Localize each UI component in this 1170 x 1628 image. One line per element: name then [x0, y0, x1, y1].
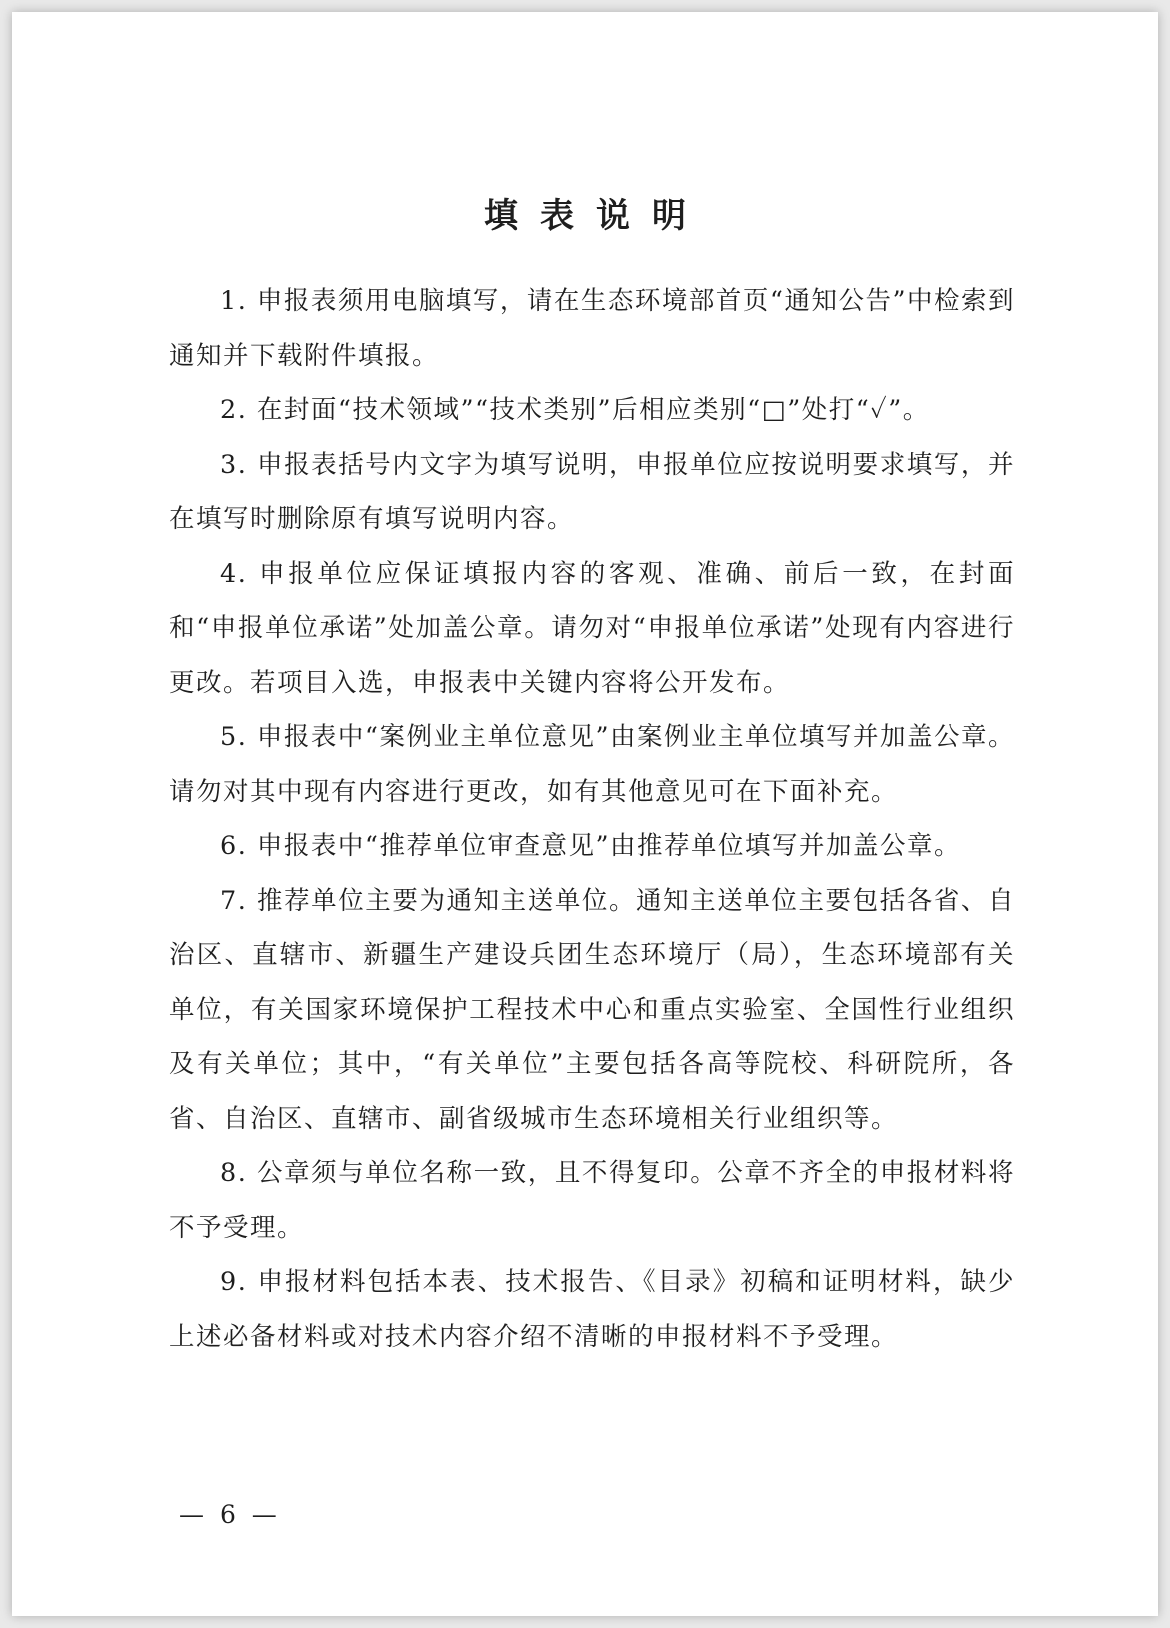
page-title: 填表说明: [484, 196, 708, 236]
instruction-item-9: 9. 申报材料包括本表、技术报告、《目录》初稿和证明材料，缺少上述必备材料或对技术内容介绍不清晰的申报材料不予受理。: [169, 1267, 1015, 1352]
document-page: [12, 12, 1158, 1616]
instruction-item-8: 8. 公章须与单位名称一致，且不得复印。公章不齐全的申报材料将不予受理。: [169, 1158, 1015, 1243]
instructions-body: [169, 274, 1015, 1364]
instruction-item-7: 7. 推荐单位主要为通知主送单位。通知主送单位主要包括各省、自治区、直辖市、新疆生产建设兵团生态环境厅（局），生态环境部有关单位，有关国家环境保护工程技术中心和重点实验室、全国性行业组织及有关单位；其中，“有关单位”主要包括各高等院校、科研院所，各省、自治区、直辖市、副省级城市生态环境相关行业组织等。: [169, 885, 1015, 1134]
instruction-item-3: 3. 申报表括号内文字为填写说明，申报单位应按说明要求填写，并在填写时删除原有填写说明内容。: [169, 449, 1015, 534]
instruction-item-6: 6. 申报表中“推荐单位审查意见”由推荐单位填写并加盖公章。: [220, 831, 962, 861]
instruction-item-5: 5. 申报表中“案例业主单位意见”由案例业主单位填写并加盖公章。请勿对其中现有内容进行更改，如有其他意见可在下面补充。: [169, 722, 1016, 807]
instruction-item-1: 1. 申报表须用电脑填写，请在生态环境部首页“通知公告”中检索到通知并下载附件填报。: [169, 286, 1016, 371]
instruction-item-4: 4. 申报单位应保证填报内容的客观、准确、前后一致，在封面和“申报单位承诺”处加盖公章。请勿对“申报单位承诺”处现有内容进行更改。若项目入选，申报表中关键内容将公开发布。: [169, 558, 1015, 698]
instruction-item-2: 2. 在封面“技术领域”“技术类别”后相应类别“□”处打“✓”。: [220, 395, 930, 425]
page-number: — 6 —: [179, 1500, 281, 1529]
